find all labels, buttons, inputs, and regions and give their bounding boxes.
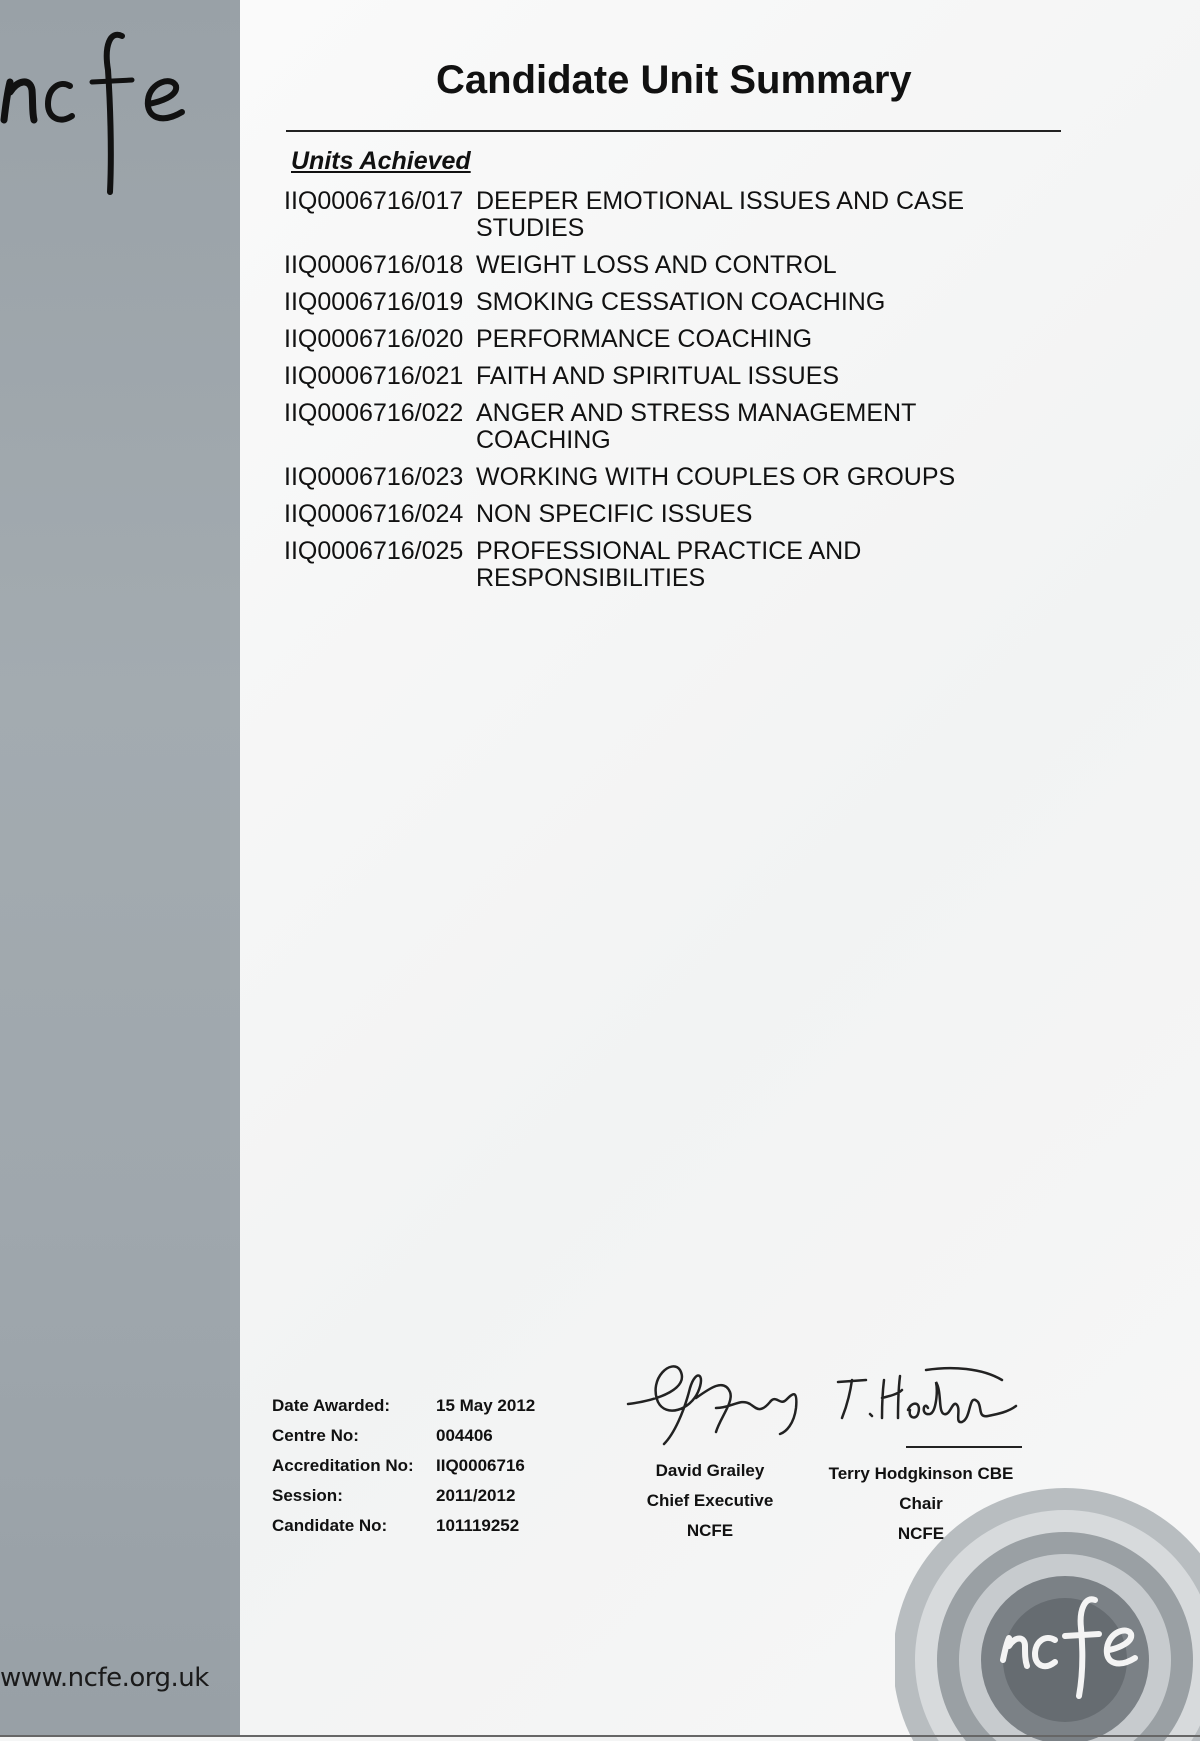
unit-title: NON SPECIFIC ISSUES bbox=[476, 500, 753, 528]
unit-title: DEEPER EMOTIONAL ISSUES AND CASE STUDIES bbox=[476, 187, 965, 242]
unit-code: IIQ0006716/018 bbox=[284, 251, 464, 279]
website-url: www.ncfe.org.uk bbox=[0, 1663, 209, 1693]
list-item bbox=[284, 188, 1084, 242]
ncfe-seal-logo bbox=[895, 1470, 1200, 1741]
footer-divider bbox=[0, 1735, 1200, 1737]
detail-value: IIQ0006716 bbox=[436, 1456, 525, 1475]
detail-value: 004406 bbox=[436, 1426, 493, 1445]
list-item bbox=[284, 326, 1084, 353]
detail-row bbox=[272, 1456, 535, 1486]
signatory-name: David Grailey bbox=[655, 1461, 765, 1480]
detail-label: Candidate No: bbox=[272, 1516, 388, 1535]
unit-title: PROFESSIONAL PRACTICE AND RESPONSIBILITIES bbox=[476, 537, 862, 592]
detail-value: 101119252 bbox=[436, 1516, 520, 1535]
list-item bbox=[284, 501, 1084, 528]
signatory-org: NCFE bbox=[686, 1521, 734, 1540]
detail-row bbox=[272, 1396, 535, 1426]
signatory-name: Terry Hodgkinson CBE bbox=[828, 1464, 1014, 1483]
list-item bbox=[284, 289, 1084, 316]
ncfe-logo bbox=[0, 20, 210, 195]
list-item bbox=[284, 400, 1084, 454]
unit-title: WEIGHT LOSS AND CONTROL bbox=[476, 251, 837, 279]
detail-row bbox=[272, 1426, 535, 1456]
title-divider bbox=[286, 130, 1061, 132]
list-item bbox=[284, 464, 1084, 491]
unit-code: IIQ0006716/025 bbox=[284, 537, 464, 565]
detail-label: Session: bbox=[272, 1486, 343, 1505]
unit-title: WORKING WITH COUPLES OR GROUPS bbox=[476, 463, 956, 491]
signature-line bbox=[906, 1446, 1022, 1448]
unit-code: IIQ0006716/019 bbox=[284, 288, 464, 316]
unit-code: IIQ0006716/022 bbox=[284, 399, 464, 427]
signatory-org: NCFE bbox=[897, 1524, 945, 1543]
signature-david-grailey bbox=[620, 1348, 820, 1448]
unit-code: IIQ0006716/023 bbox=[284, 463, 464, 491]
page-title: Candidate Unit Summary bbox=[436, 58, 912, 102]
detail-value: 15 May 2012 bbox=[436, 1396, 536, 1415]
signature-terry-hodgkinson bbox=[832, 1362, 1022, 1442]
unit-list bbox=[284, 188, 1084, 602]
list-item bbox=[284, 252, 1084, 279]
detail-row bbox=[272, 1516, 535, 1546]
detail-label: Date Awarded: bbox=[272, 1396, 391, 1415]
unit-code: IIQ0006716/020 bbox=[284, 325, 464, 353]
detail-label: Accreditation No: bbox=[272, 1456, 414, 1475]
unit-title: ANGER AND STRESS MANAGEMENT COACHING bbox=[476, 399, 916, 454]
list-item bbox=[284, 363, 1084, 390]
list-item bbox=[284, 538, 1084, 592]
signatory-role: Chair bbox=[899, 1494, 943, 1513]
award-details bbox=[272, 1396, 535, 1546]
section-heading: Units Achieved bbox=[291, 147, 471, 175]
sidebar bbox=[0, 0, 240, 1735]
detail-value: 2011/2012 bbox=[436, 1486, 516, 1505]
detail-label: Centre No: bbox=[272, 1426, 359, 1445]
unit-title: SMOKING CESSATION COACHING bbox=[476, 288, 886, 316]
unit-code: IIQ0006716/017 bbox=[284, 187, 464, 215]
detail-row bbox=[272, 1486, 535, 1516]
unit-title: PERFORMANCE COACHING bbox=[476, 325, 813, 353]
signatory-block bbox=[630, 1456, 790, 1546]
unit-code: IIQ0006716/024 bbox=[284, 500, 464, 528]
unit-code: IIQ0006716/021 bbox=[284, 362, 464, 390]
signatory-role: Chief Executive bbox=[646, 1491, 774, 1510]
unit-title: FAITH AND SPIRITUAL ISSUES bbox=[476, 362, 840, 390]
